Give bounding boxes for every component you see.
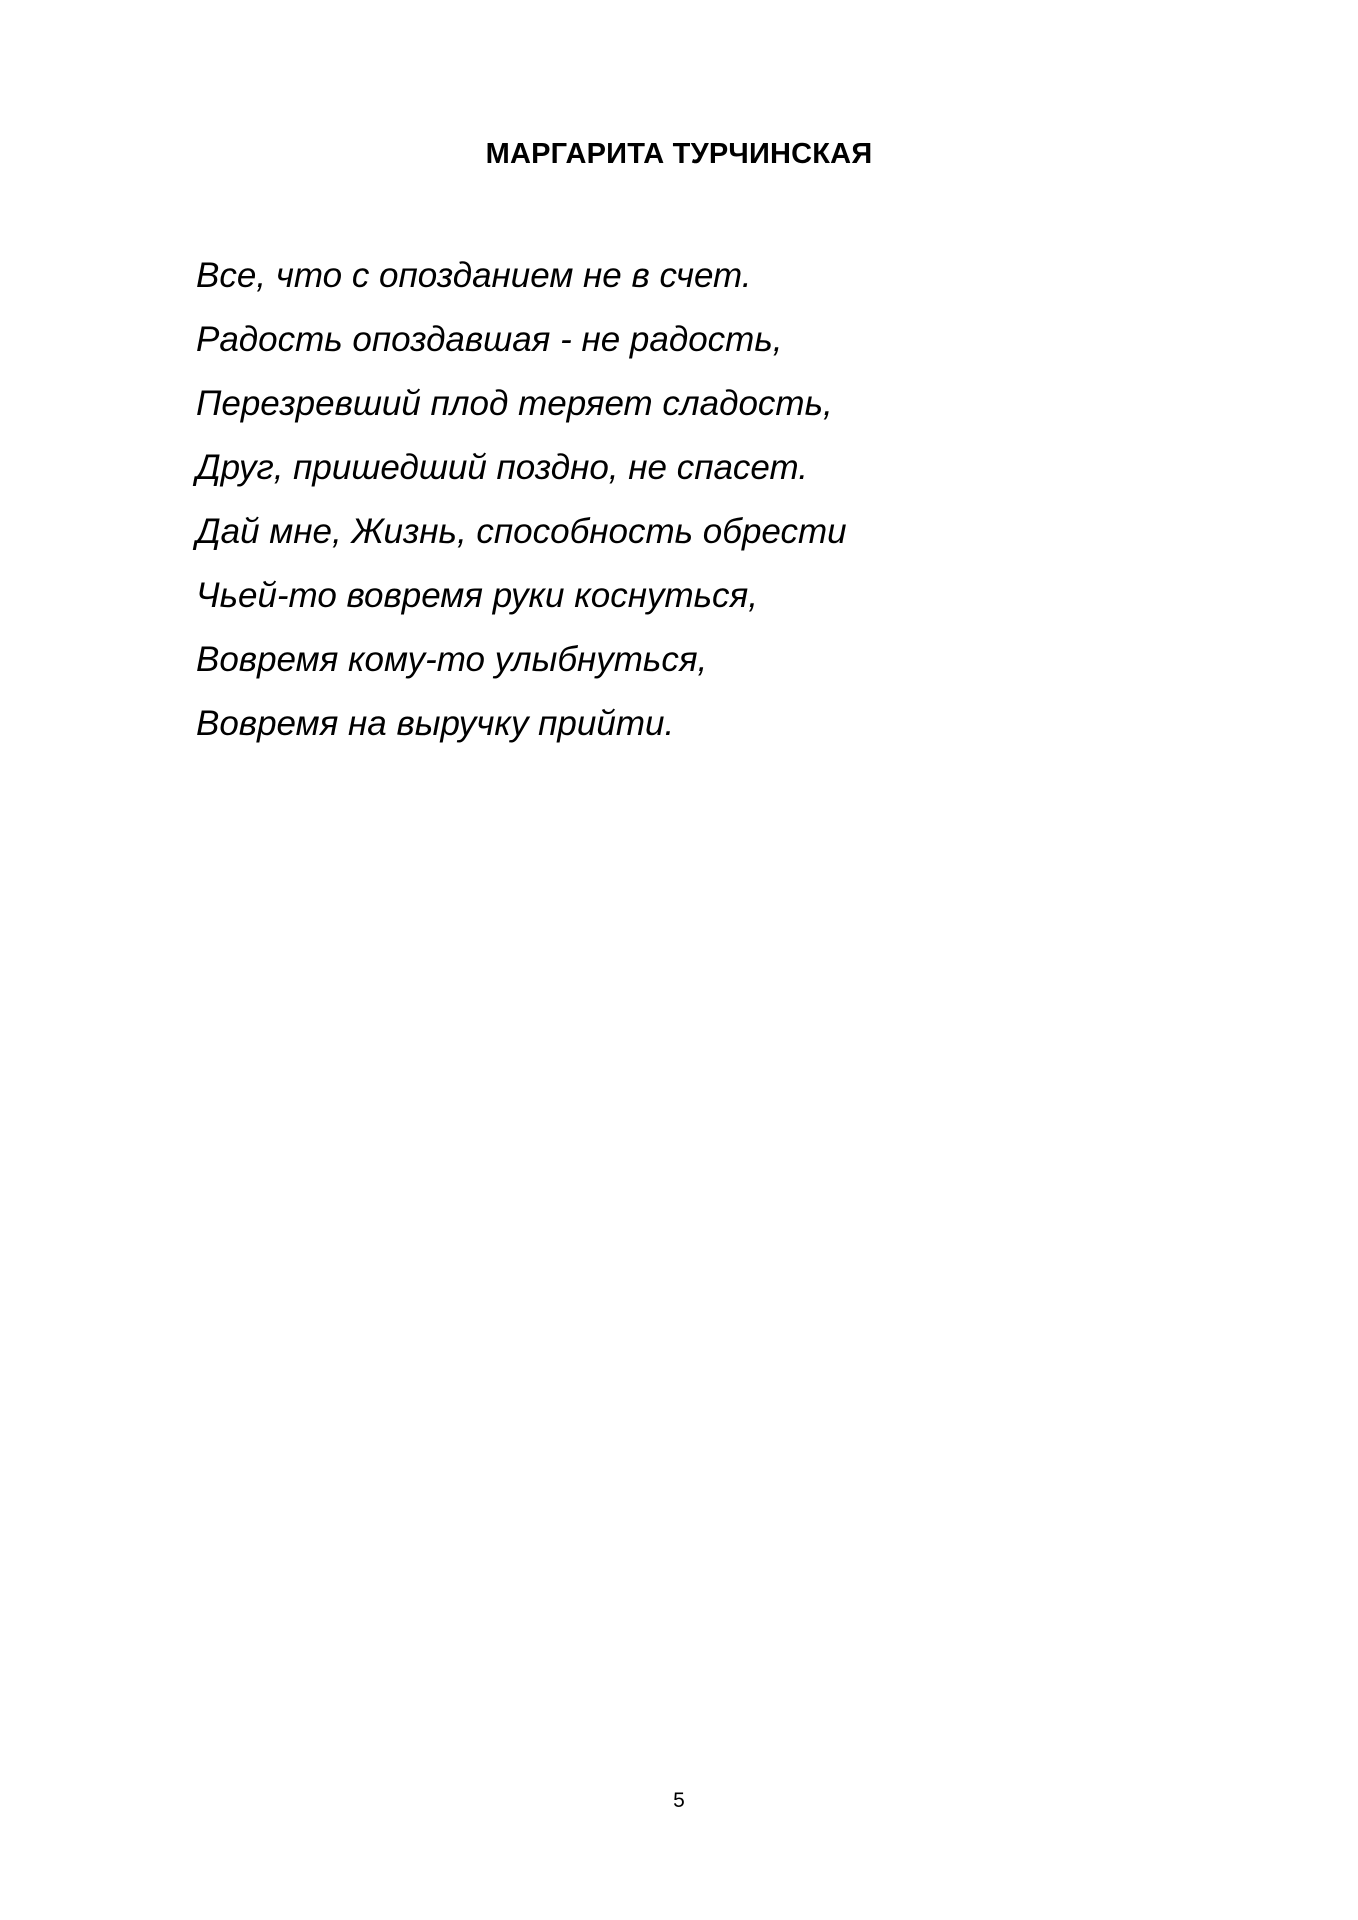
author-heading: МАРГАРИТА ТУРЧИНСКАЯ <box>485 138 873 170</box>
poem-line: Перезревший плод теряет сладость, <box>196 384 833 423</box>
page-number: 5 <box>673 1789 685 1812</box>
poem-line: Друг, пришедший поздно, не спасет. <box>196 448 808 487</box>
poem-line: Дай мне, Жизнь, способность обрести <box>196 512 847 551</box>
poem-line: Вовремя на выручку прийти. <box>196 704 675 743</box>
poem <box>196 244 1196 756</box>
poem-line: Радость опоздавшая - не радость, <box>196 320 783 359</box>
poem-line: Чьей-то вовремя руки коснуться, <box>196 576 758 615</box>
poem-line: Все, что с опозданием не в счет. <box>196 256 752 295</box>
poem-line: Вовремя кому-то улыбнуться, <box>196 640 708 679</box>
